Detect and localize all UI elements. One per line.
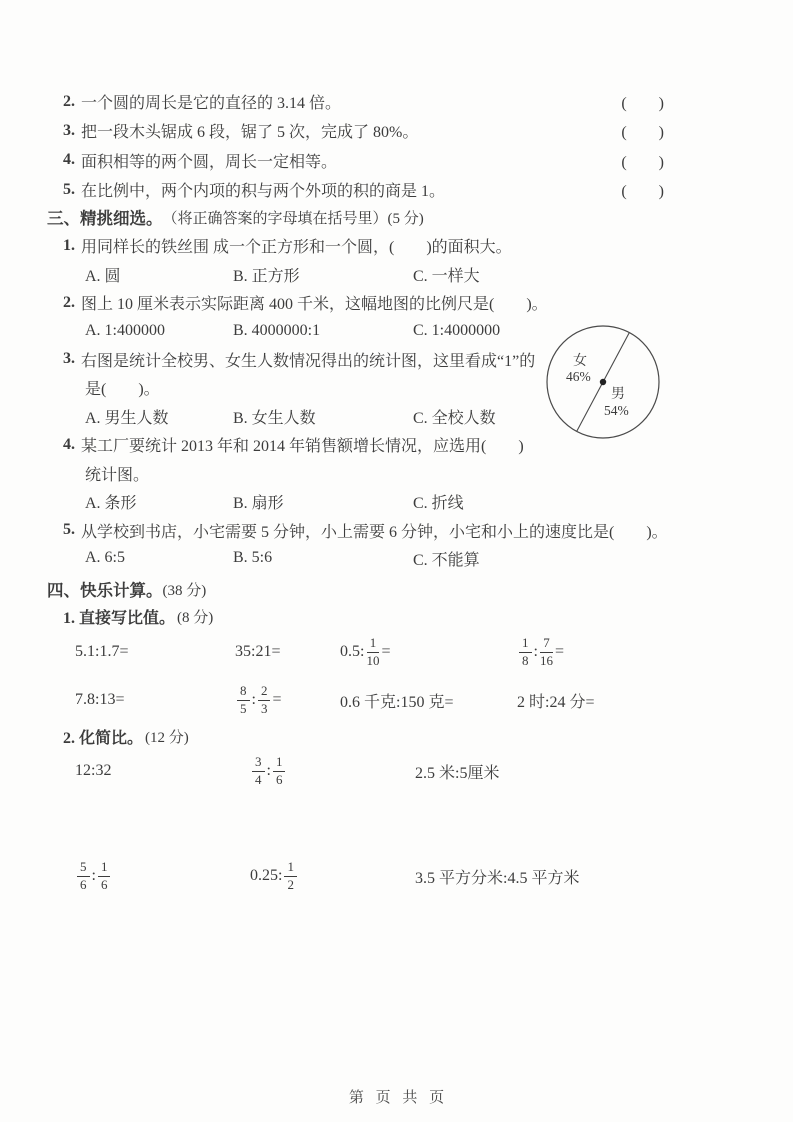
option-c: C. 1:4000000 [413, 321, 501, 339]
section-heading [47, 203, 687, 231]
question-text: 是( )。 [85, 381, 160, 399]
expression [517, 636, 757, 669]
option-c: C. 全校人数 [413, 409, 496, 427]
fraction: $\frac{3}{4}$ [252, 755, 265, 788]
subsection-note: (12 分) [145, 730, 189, 746]
expr-text: 0.5: [340, 643, 365, 660]
option-b: B. 正方形 [233, 267, 300, 285]
expr-text: 0.6 千克:150 克= [340, 693, 454, 711]
answer-bracket: ( ) [621, 95, 664, 113]
option-a: A. 条形 [85, 495, 137, 513]
option-c: C. 折线 [413, 495, 464, 513]
page-footer [0, 1086, 793, 1107]
item-number: 4. [63, 151, 75, 169]
expression [340, 689, 517, 712]
item-text: 在比例中，两个内项的积与两个外项的积的商是 1。 [81, 183, 446, 201]
question-4-options [47, 487, 687, 515]
expr-text: 35:21= [235, 643, 281, 660]
expr-text: : [91, 867, 96, 884]
item-text: 把一段木头锯成 6 段，锯了 5 次，完成了 80%。 [81, 124, 419, 142]
question-text: 用同样长的铁丝围 成一个正方形和一个圆，( )的面积大。 [81, 239, 512, 257]
section-title: 四、快乐计算。 [47, 581, 163, 600]
question-4-continuation [47, 459, 687, 487]
question-text: 某工厂要统计 2013 年和 2014 年销售额增长情况，应选用( ) [81, 438, 524, 456]
ratio-row-2 [47, 676, 757, 724]
answer-bracket: ( ) [621, 153, 664, 171]
expr-text: = [272, 691, 282, 708]
item-text: 面积相等的两个圆，周长一定相等。 [81, 153, 338, 171]
item-number: 3. [63, 121, 75, 139]
question-2 [47, 288, 687, 316]
subsection-title: 1. 直接写比值。 [63, 610, 176, 627]
expr-text: 5.1:1.7= [75, 643, 129, 660]
expr-text: 7.8:13= [75, 691, 125, 708]
judge-item [63, 116, 664, 145]
pie-label-female: 女 [573, 354, 587, 369]
question-number: 4. [63, 435, 75, 453]
subsection-simplify-ratios [63, 725, 189, 748]
question-text: 从学校到书店，小宅需要 5 分钟，小上需要 6 分钟，小宅和小上的速度比是( )。 [81, 523, 668, 541]
item-number: 5. [63, 180, 75, 198]
option-c: C. 一样大 [413, 267, 480, 285]
calc-section-heading [47, 577, 206, 601]
expression [250, 755, 415, 788]
option-b: B. 扇形 [233, 495, 284, 513]
pie-label-male: 男 [611, 387, 625, 402]
section-note: (38 分) [162, 582, 207, 599]
expression [75, 691, 235, 709]
fraction: $\frac{5}{6}$ [77, 860, 90, 893]
judge-item [63, 146, 664, 175]
question-1-options [47, 260, 687, 288]
expr-text: = [381, 643, 391, 660]
question-text: 统计图。 [85, 466, 150, 484]
item-number: 2. [63, 92, 75, 110]
expression [75, 860, 250, 893]
question-text: 图上 10 厘米表示实际距离 400 千米，这幅地图的比例尺是( )。 [81, 296, 548, 314]
expression [517, 689, 757, 712]
expression [235, 684, 340, 717]
expr-text: 12:32 [75, 762, 112, 779]
question-number: 3. [63, 350, 75, 368]
expression [415, 865, 757, 888]
option-c: C. 不能算 [413, 551, 480, 569]
fraction: $\frac{1}{2}$ [284, 860, 297, 893]
question-number: 5. [63, 521, 75, 539]
item-text: 一个圆的周长是它的直径的 3.14 倍。 [81, 95, 342, 113]
fraction: $\frac{8}{5}$ [237, 684, 250, 717]
section-title: 三、精挑细选。 [47, 209, 163, 229]
fraction: $\frac{2}{3}$ [258, 684, 271, 717]
expr-text: 3.5 平方分米:4.5 平方米 [415, 869, 580, 887]
answer-bracket: ( ) [621, 124, 664, 142]
expression [235, 643, 340, 661]
expr-text: 2 时:24 分= [517, 693, 595, 711]
question-text: 右图是统计全校男、女生人数情况得出的统计图，这里看成“1”的 [81, 352, 536, 370]
simplify-row-2 [47, 855, 757, 897]
judge-section [63, 87, 664, 204]
question-number: 2. [63, 293, 75, 311]
expr-text: : [533, 643, 538, 660]
answer-bracket: ( ) [621, 183, 664, 201]
fraction: $\frac{1}{10}$ [366, 634, 380, 668]
expression [75, 762, 250, 780]
subsection-write-ratios [63, 605, 213, 628]
question-number: 1. [63, 236, 75, 254]
subsection-title: 2. 化简比。 [63, 730, 144, 747]
pie-value-female: 46% [566, 369, 591, 384]
pie-center-dot [600, 379, 606, 385]
fraction: $\frac{1}{6}$ [98, 860, 111, 893]
judge-item [63, 87, 664, 116]
expression [340, 636, 517, 669]
subsection-note: (8 分) [177, 610, 214, 626]
question-5 [47, 516, 687, 544]
section-note: （将正确答案的字母填在括号里）(5 分) [162, 210, 424, 227]
option-b: B. 女生人数 [233, 409, 316, 427]
option-a: A. 1:400000 [85, 321, 165, 339]
expr-text: : [266, 762, 271, 779]
expression [415, 760, 757, 783]
question-1 [47, 231, 687, 259]
fraction: $\frac{1}{6}$ [273, 755, 286, 788]
ratio-row-1 [47, 628, 757, 676]
judge-item [63, 175, 664, 204]
fraction: $\frac{1}{8}$ [519, 636, 532, 669]
simplify-row-1 [47, 750, 757, 792]
option-a: A. 6:5 [85, 549, 125, 567]
expr-text: = [554, 643, 564, 660]
option-a: A. 男生人数 [85, 409, 169, 427]
question-5-options [47, 544, 687, 572]
gender-pie-chart [545, 323, 661, 441]
expression [250, 860, 415, 893]
option-b: B. 5:6 [233, 549, 273, 567]
pie-value-male: 54% [604, 403, 629, 418]
expr-text: 0.25: [250, 867, 283, 884]
footer-text: 第 页 共 页 [348, 1090, 445, 1106]
option-a: A. 圆 [85, 267, 121, 285]
expr-text: 2.5 米:5厘米 [415, 764, 500, 782]
expr-text: : [251, 691, 256, 708]
expression [75, 643, 235, 661]
fraction: $\frac{7}{16}$ [539, 634, 553, 668]
option-b: B. 4000000:1 [233, 321, 321, 339]
